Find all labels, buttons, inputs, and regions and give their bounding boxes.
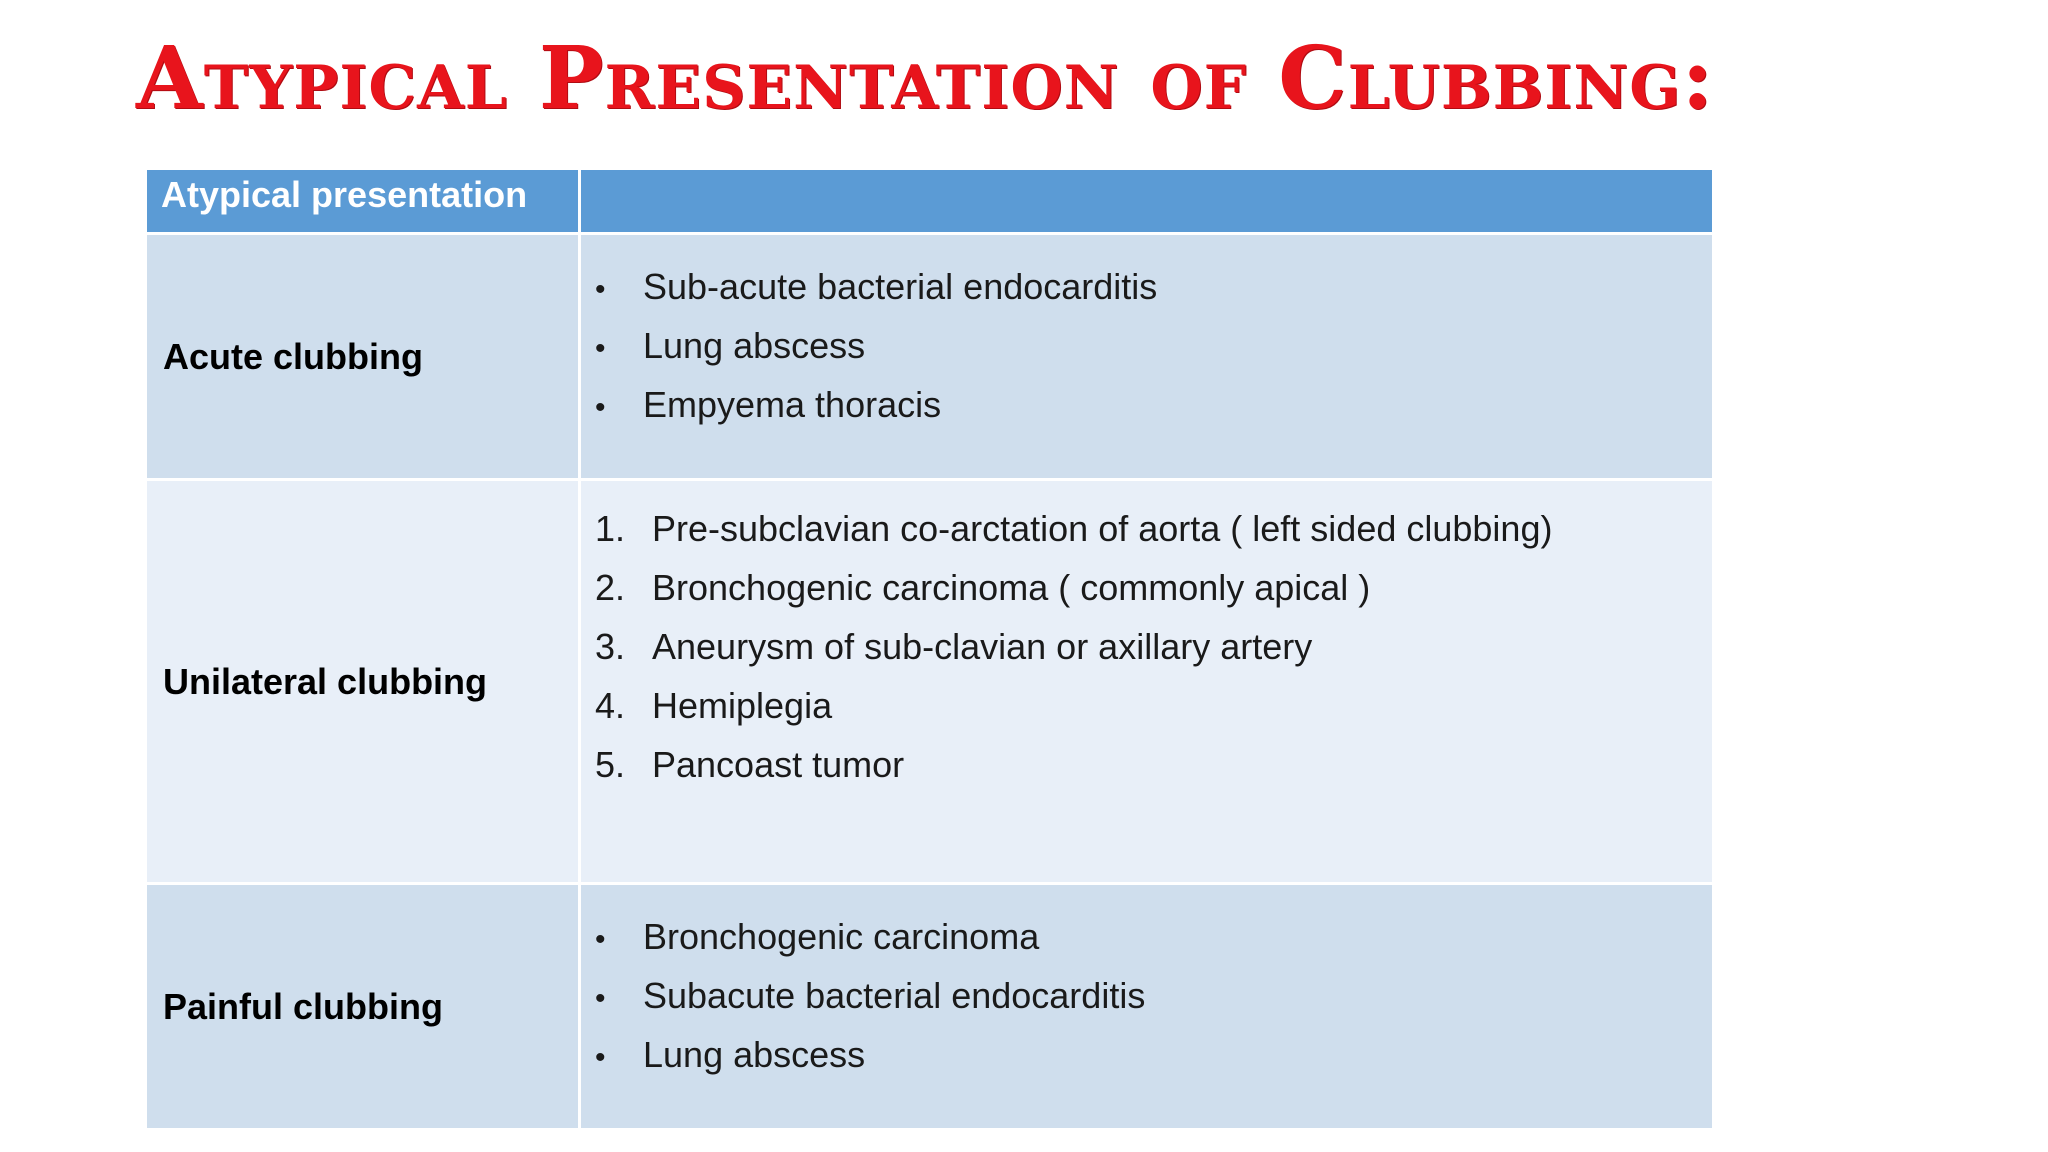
list-number: 5. bbox=[595, 744, 626, 785]
list-item bbox=[595, 316, 1712, 375]
row-items-painful bbox=[580, 884, 1714, 1130]
row-items-acute bbox=[580, 234, 1714, 480]
table-row-acute bbox=[146, 234, 1714, 480]
list-item bbox=[595, 907, 1712, 966]
row-label-unilateral: Unilateral clubbing bbox=[146, 480, 580, 884]
bullet-icon: • bbox=[595, 923, 606, 956]
list-item bbox=[595, 617, 1712, 676]
list-number: 1. bbox=[595, 508, 626, 549]
atypical-clubbing-table bbox=[144, 167, 1715, 1131]
row-items-unilateral bbox=[580, 480, 1714, 884]
bullet-icon: • bbox=[595, 273, 606, 306]
header-cell-presentation bbox=[146, 169, 580, 234]
painful-causes-list bbox=[581, 885, 1712, 1084]
list-item-text: Bronchogenic carcinoma ( commonly apical ) bbox=[652, 567, 1371, 608]
header-label: Atypical presentation bbox=[161, 174, 528, 215]
slide-title: Atypical Presentation of Clubbing: bbox=[136, 28, 1715, 129]
list-item-text: Bronchogenic carcinoma bbox=[643, 916, 1040, 957]
list-item bbox=[595, 966, 1712, 1025]
list-item bbox=[595, 735, 1712, 794]
row-label-painful: Painful clubbing bbox=[146, 884, 580, 1130]
list-item bbox=[595, 676, 1712, 735]
list-number: 2. bbox=[595, 567, 626, 608]
list-item-text: Subacute bacterial endocarditis bbox=[643, 975, 1146, 1016]
list-item-text: Pre-subclavian co-arctation of aorta ( left sided clubbing) bbox=[652, 508, 1553, 549]
list-item bbox=[595, 1025, 1712, 1084]
list-item bbox=[595, 257, 1712, 316]
list-item bbox=[595, 375, 1712, 434]
list-item-text: Lung abscess bbox=[643, 1034, 866, 1075]
bullet-icon: • bbox=[595, 391, 606, 424]
list-item-text: Empyema thoracis bbox=[643, 384, 942, 425]
bullet-icon: • bbox=[595, 332, 606, 365]
list-number: 4. bbox=[595, 685, 626, 726]
list-item bbox=[595, 499, 1712, 558]
unilateral-causes-list bbox=[581, 481, 1712, 794]
list-number: 3. bbox=[595, 626, 626, 667]
table-row-painful bbox=[146, 884, 1714, 1130]
acute-causes-list bbox=[581, 235, 1712, 434]
row-label-acute: Acute clubbing bbox=[146, 234, 580, 480]
table-row-unilateral bbox=[146, 480, 1714, 884]
list-item-text: Lung abscess bbox=[643, 325, 866, 366]
table-header-row bbox=[146, 169, 1714, 234]
list-item-text: Pancoast tumor bbox=[652, 744, 905, 785]
bullet-icon: • bbox=[595, 1041, 606, 1074]
list-item-text: Aneurysm of sub-clavian or axillary artery bbox=[652, 626, 1313, 667]
header-label-empty bbox=[581, 170, 1712, 174]
list-item-text: Hemiplegia bbox=[652, 685, 833, 726]
list-item bbox=[595, 558, 1712, 617]
header-cell-empty bbox=[580, 169, 1714, 234]
list-item-text: Sub-acute bacterial endocarditis bbox=[643, 266, 1158, 307]
bullet-icon: • bbox=[595, 982, 606, 1015]
